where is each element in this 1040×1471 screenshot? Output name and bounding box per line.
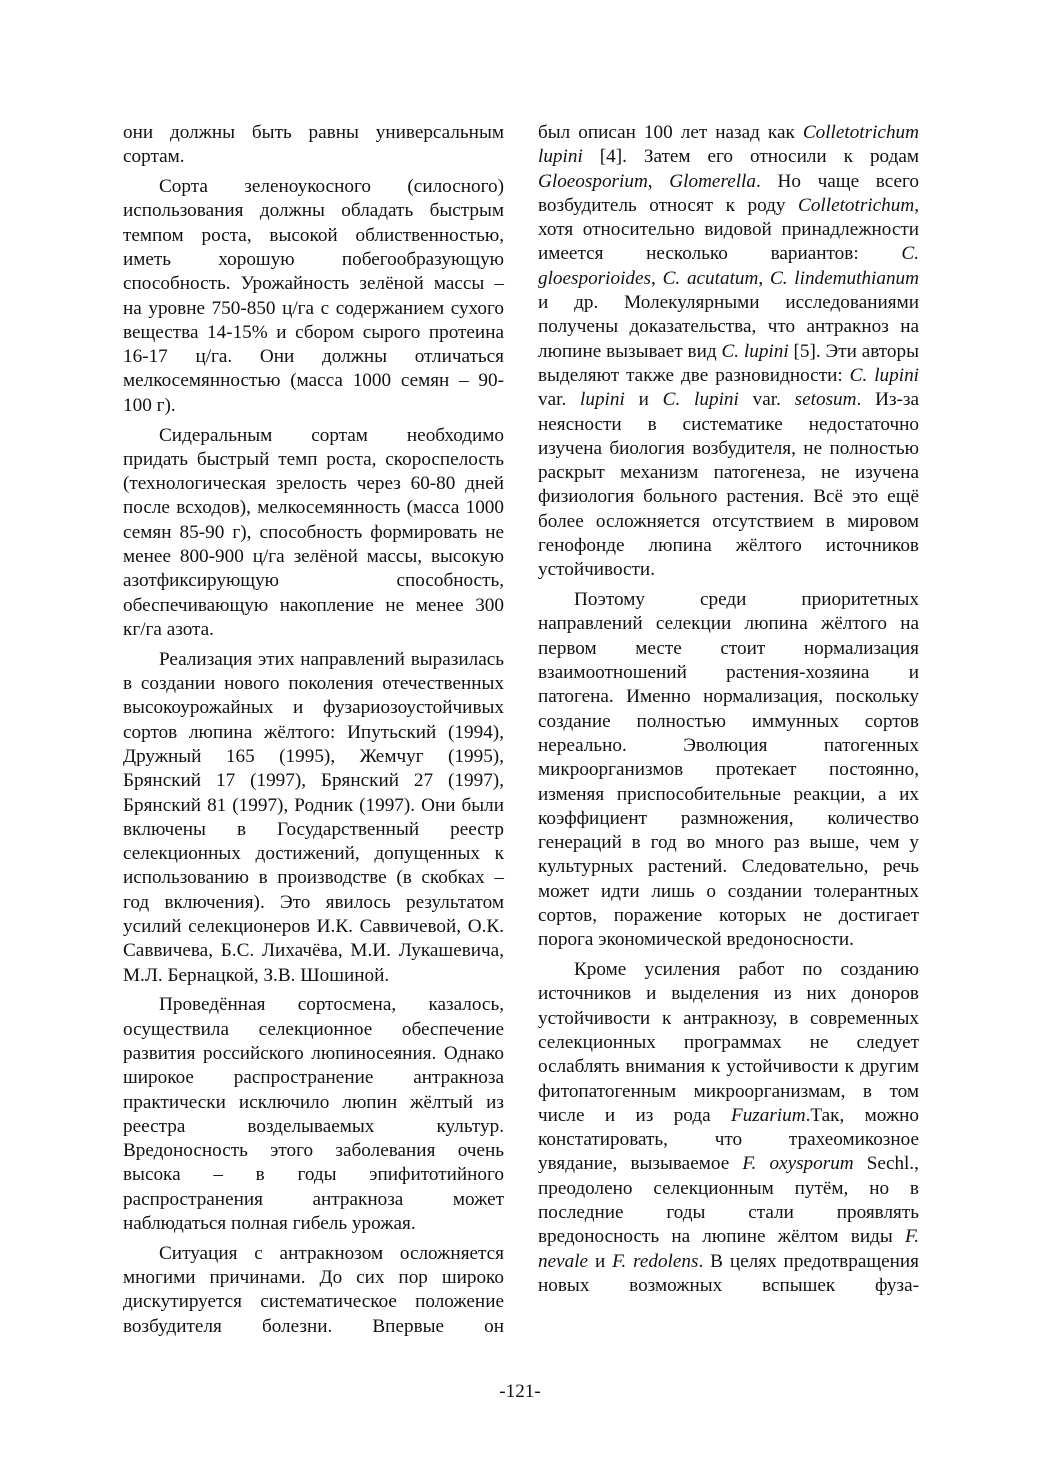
- taxon-name: Fuzarium: [730, 1104, 806, 1126]
- text-run: и: [588, 1250, 613, 1272]
- paragraph: они должны быть равны универсальным сортам.: [123, 122, 504, 168]
- paragraph: Проведённая сортосмена, казалось, осуществила селекционное обеспечение развития российского люпиносеяния. Однако широкое распространение антракноза практически исключило люпин жёлтый из реестра возделываемых культур. Вредоносность этого заболевания очень высока – в годы эпифитотийного распространения антракноза может наблюдаться полная гибель урожая.: [123, 994, 504, 1235]
- taxon-name: C. lupini: [849, 364, 919, 386]
- paragraph: [538, 121, 919, 583]
- text-run: ,: [758, 267, 770, 289]
- paragraph: Поэтому среди приоритетных направлений селекции люпина жёлтого на первом месте стоит нормализация взаимоотношений растения-хозяина и патогена. Именно нормализация, поскольку создание полностью иммунных сортов нереально. Эволюция патогенных микроорганизмов протекает постоянно, изменяя приспособительные реакции, а их коэффициент размножения, количество генераций в год во много раз выше, чем у культурных растений. Следовательно, речь может идти лишь о создании толерантных сортов, поражение которых не достигает порога экономической вредоносности.: [538, 589, 919, 951]
- taxon-name: C. lindemuthianum: [769, 267, 920, 289]
- text-run: var.: [538, 389, 581, 411]
- text-run: [4]. Затем его относили к родам: [582, 146, 919, 168]
- taxon-name: C. lupini: [662, 389, 739, 411]
- text-run: , хотя относительно видовой принадлежности имеется несколько вариантов:: [538, 194, 919, 265]
- text-run: ,: [651, 267, 663, 289]
- text-run: Sechl., преодолено селекционным путём, но в последние годы стали проявлять вредоносность на люпине жёлтом виды: [538, 1153, 919, 1248]
- taxon-name: C. gloesporioides: [538, 243, 919, 289]
- taxon-name: Colletotrichum: [798, 194, 915, 216]
- text-run: . Из-за неясности в систематике недостаточно изучена биология возбудителя, не полностью раскрыт механизм патогенеза, не изучена физиология больного растения. Всё это ещё более осложняется отсутствием в мировом генофонде люпина жёлтого источников устойчивости.: [538, 389, 920, 581]
- text-run: ,: [647, 170, 670, 192]
- taxon-name: F. oxysporum: [742, 1153, 854, 1175]
- text-run: и: [624, 389, 663, 411]
- text-run: был описан 100 лет назад как: [538, 122, 803, 143]
- taxon-name: Colletotrichum lupini: [538, 122, 919, 168]
- taxon-name: Gloeosporium: [538, 170, 648, 192]
- paragraph: Реализация этих направлений выразилась в создании нового поколения отечественных высокоурожайных и фузариозоустойчивых сортов люпина жёлтого: Ипутьский (1994), Дружный 165 (1995), Жемчуг (1995), Брянский 17 (1997), Брянский 27 (1997), Брянский 81 (1997), Родник (1997). Они были включены в Государственный реестр селекционных достижений, допущенных к использованию в производстве (в скобках – год включения). Это явилось результатом усилий селекционеров И.К. Саввичевой, О.К. Саввичева, Б.С. Лихачёва, М.И. Лукашевича, М.Л. Бернацкой, З.В. Шошиной.: [123, 648, 504, 986]
- paragraph: Ситуация с антракнозом осложняется многими причинами. До сих пор широко дискутируется систематическое положение возбудителя болезни. Впервые он: [123, 1242, 504, 1337]
- text-run: var.: [738, 389, 795, 411]
- paragraph: Сидеральным сортам необходимо придать быстрый темп роста, скороспелость (технологическая зрелость через 60-80 дней после всходов), мелкосемянность (масса 1000 семян 85-90 г), способность формировать не менее 800-900 ц/га зелёной массы, высокую азотфиксирующую способность, обеспечивающую накопление не менее 300 кг/га азота.: [123, 424, 504, 640]
- paragraph: [538, 958, 919, 1298]
- right-column: [538, 121, 919, 1298]
- taxon-name: C. acutatum: [662, 267, 759, 289]
- text-run: [5]. Эти авторы выделяют также две разновидности:: [538, 340, 920, 386]
- taxon-name: F. redolens: [612, 1250, 699, 1272]
- text-run: . В целях предотвращения новых возможных вспышек фуза-: [538, 1250, 919, 1296]
- taxon-name: setosum: [794, 389, 857, 411]
- text-run: и др. Молекулярными исследованиями получены доказательства, что антракноз на люпине вызывает вид: [538, 292, 919, 362]
- taxon-name: C. lupini: [721, 340, 789, 362]
- text-run: Кроме усиления работ по созданию источников и выделения из них доноров устойчивости к антракнозу, в современных селекционных программах не следует ослаблять внимания к устойчивости к другим фитопатогенным микроорганизмам, в том числе и из рода: [538, 959, 919, 1126]
- left-column: [123, 121, 504, 1339]
- paragraph: Сорта зеленоукосного (силосного) использования должны обладать быстрым темпом роста, высокой облиственностью, иметь хорошую побегообразующую способность. Урожайность зелёной массы – на уровне 750-850 ц/га с содержанием сухого вещества 14-15% и сбором сырого протеина 16-17 ц/га. Они должны отличаться мелкосемянностью (масса 1000 семян – 90-100 г).: [123, 176, 504, 416]
- page-number: -121-: [499, 1381, 541, 1402]
- taxon-name: lupini: [580, 389, 625, 411]
- text-run: .Так, можно констатировать, что трахеомикозное увядание, вызываемое: [538, 1104, 919, 1175]
- text-run: . Но чаще всего возбудитель относят к роду: [538, 170, 919, 216]
- taxon-name: Glomerella: [669, 170, 756, 192]
- taxon-name: F. nevale: [538, 1226, 919, 1272]
